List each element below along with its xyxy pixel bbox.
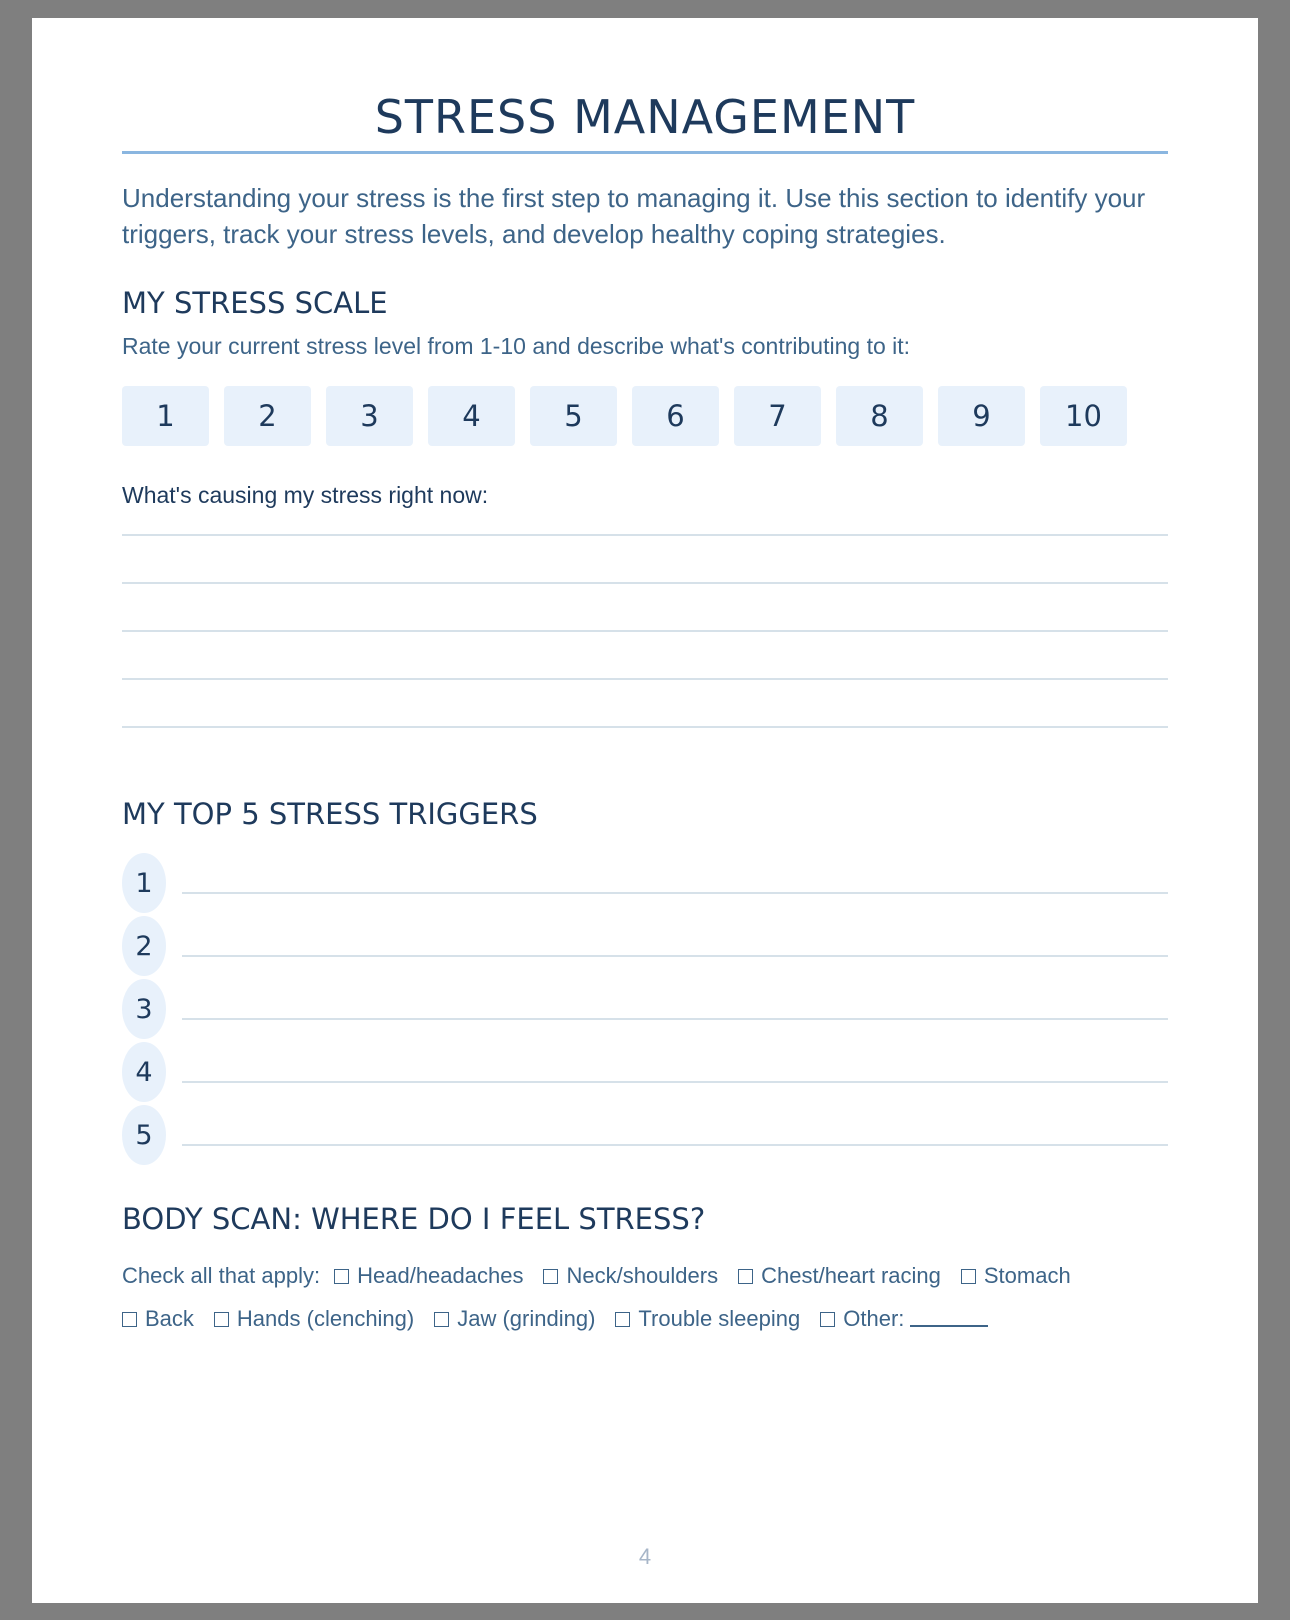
checkbox-icon bbox=[434, 1312, 449, 1327]
trigger-number-badge: 5 bbox=[122, 1105, 166, 1165]
trigger-answer-line[interactable] bbox=[182, 1018, 1168, 1020]
intro-paragraph: Understanding your stress is the first step to managing it. Use this section to identify your triggers, track your stress levels, and develop healthy coping strategies. bbox=[122, 183, 1146, 249]
stress-scale-options bbox=[122, 386, 1127, 446]
checkbox-back[interactable] bbox=[122, 1306, 194, 1332]
scale-option-10[interactable]: 10 bbox=[1040, 386, 1127, 446]
trigger-item bbox=[122, 979, 1168, 1039]
scale-option-9[interactable]: 9 bbox=[938, 386, 1025, 446]
scale-option-4[interactable]: 4 bbox=[428, 386, 515, 446]
checkbox-sleeping[interactable] bbox=[615, 1306, 800, 1332]
stress-scale-instruction: Rate your current stress level from 1-10 and describe what's contributing to it: bbox=[122, 333, 911, 359]
trigger-number-badge: 4 bbox=[122, 1042, 166, 1102]
scale-option-8[interactable]: 8 bbox=[836, 386, 923, 446]
checkbox-label: Stomach bbox=[983, 1263, 1071, 1288]
page-title: STRESS MANAGEMENT bbox=[374, 90, 916, 144]
writing-line[interactable] bbox=[122, 726, 1168, 728]
body-scan-row bbox=[122, 1263, 1091, 1289]
checkbox-label: Neck/shoulders bbox=[566, 1263, 719, 1288]
trigger-answer-line[interactable] bbox=[182, 955, 1168, 957]
checkbox-stomach[interactable] bbox=[961, 1263, 1071, 1289]
trigger-item bbox=[122, 916, 1168, 976]
trigger-number-badge: 3 bbox=[122, 979, 166, 1039]
checkbox-label: Hands (clenching) bbox=[236, 1306, 415, 1331]
checkbox-icon bbox=[738, 1269, 753, 1284]
checkbox-chest[interactable] bbox=[738, 1263, 941, 1289]
title-divider bbox=[122, 151, 1168, 154]
body-scan-heading: BODY SCAN: WHERE DO I FEEL STRESS? bbox=[122, 1202, 706, 1236]
page-number: 4 bbox=[638, 1544, 652, 1569]
trigger-answer-line[interactable] bbox=[182, 1081, 1168, 1083]
writing-line[interactable] bbox=[122, 534, 1168, 536]
trigger-answer-line[interactable] bbox=[182, 892, 1168, 894]
stress-cause-prompt: What's causing my stress right now: bbox=[122, 482, 489, 508]
scale-option-1[interactable]: 1 bbox=[122, 386, 209, 446]
writing-line[interactable] bbox=[122, 630, 1168, 632]
checkbox-neck[interactable] bbox=[543, 1263, 718, 1289]
body-scan-lead: Check all that apply: bbox=[122, 1263, 321, 1288]
scale-option-6[interactable]: 6 bbox=[632, 386, 719, 446]
trigger-item bbox=[122, 1042, 1168, 1102]
checkbox-label: Trouble sleeping bbox=[638, 1306, 801, 1331]
trigger-number-badge: 2 bbox=[122, 916, 166, 976]
other-blank-line[interactable] bbox=[910, 1325, 988, 1327]
trigger-answer-line[interactable] bbox=[182, 1144, 1168, 1146]
triggers-heading: MY TOP 5 STRESS TRIGGERS bbox=[122, 797, 538, 831]
checkbox-jaw[interactable] bbox=[434, 1306, 595, 1332]
stress-scale-heading: MY STRESS SCALE bbox=[122, 286, 388, 320]
checkbox-icon bbox=[961, 1269, 976, 1284]
trigger-item bbox=[122, 853, 1168, 913]
checkbox-icon bbox=[214, 1312, 229, 1327]
checkbox-label: Chest/heart racing bbox=[761, 1263, 941, 1288]
checkbox-icon bbox=[615, 1312, 630, 1327]
checkbox-hands[interactable] bbox=[214, 1306, 414, 1332]
body-scan-row bbox=[122, 1306, 1008, 1332]
writing-line[interactable] bbox=[122, 678, 1168, 680]
checkbox-icon bbox=[820, 1312, 835, 1327]
checkbox-label: Back bbox=[145, 1306, 194, 1331]
trigger-number-badge: 1 bbox=[122, 853, 166, 913]
checkbox-icon bbox=[543, 1269, 558, 1284]
checkbox-icon bbox=[122, 1312, 137, 1327]
document-page bbox=[32, 18, 1258, 1603]
checkbox-label: Head/headaches bbox=[357, 1263, 524, 1288]
writing-line[interactable] bbox=[122, 582, 1168, 584]
checkbox-head[interactable] bbox=[334, 1263, 523, 1289]
scale-option-2[interactable]: 2 bbox=[224, 386, 311, 446]
checkbox-icon bbox=[334, 1269, 349, 1284]
trigger-item bbox=[122, 1105, 1168, 1165]
checkbox-label: Jaw (grinding) bbox=[457, 1306, 596, 1331]
checkbox-label: Other: bbox=[843, 1306, 905, 1331]
checkbox-other[interactable] bbox=[820, 1306, 988, 1332]
scale-option-7[interactable]: 7 bbox=[734, 386, 821, 446]
scale-option-5[interactable]: 5 bbox=[530, 386, 617, 446]
scale-option-3[interactable]: 3 bbox=[326, 386, 413, 446]
